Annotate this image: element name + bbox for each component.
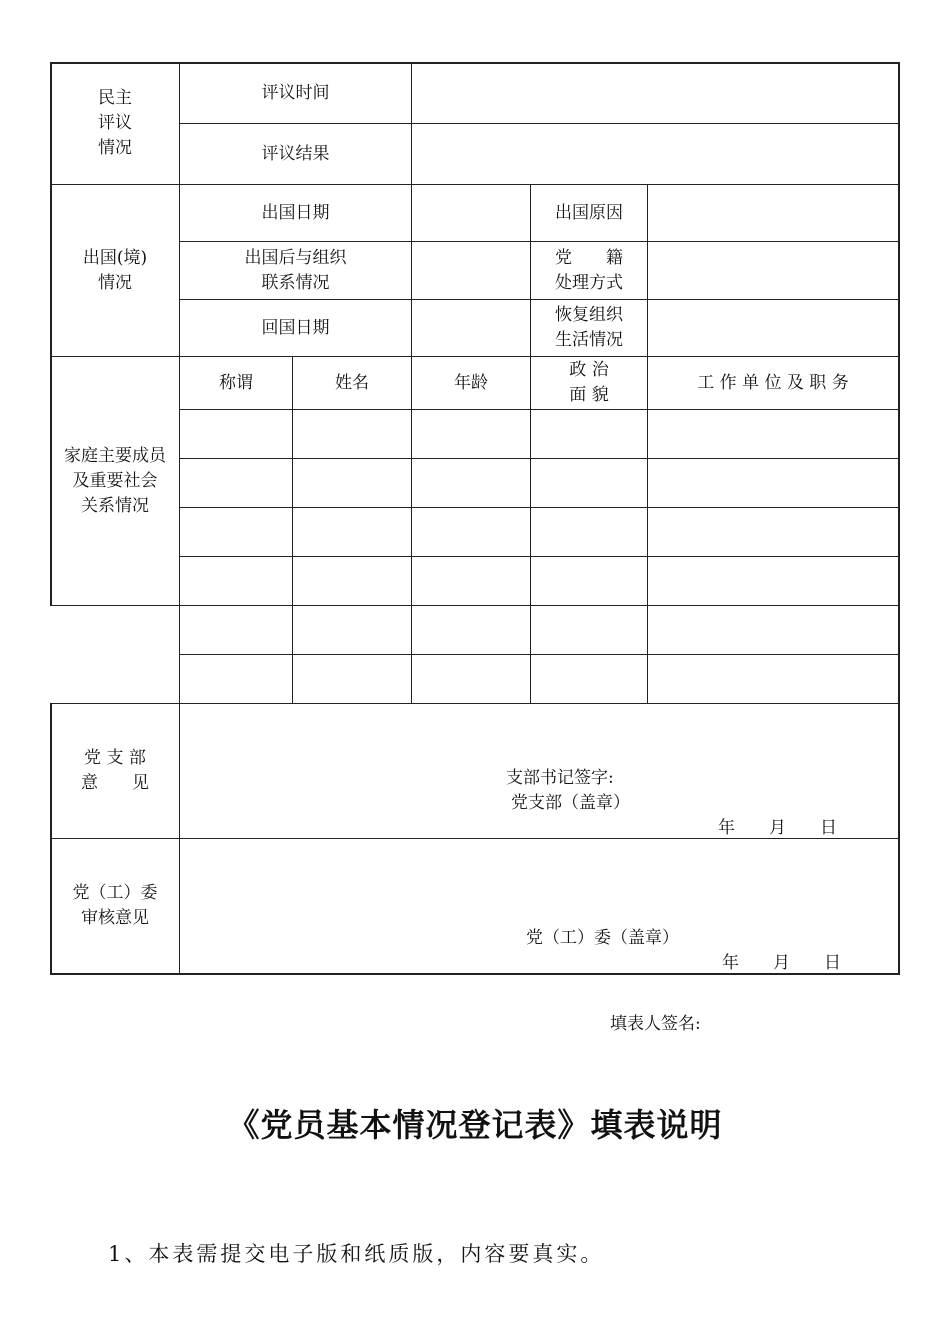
family-header-title: 称谓 bbox=[219, 372, 253, 393]
branch-seal: 党支部（盖章） bbox=[511, 793, 630, 813]
review-result-label: 评议结果 bbox=[261, 143, 330, 164]
abroad-return-field[interactable] bbox=[412, 300, 530, 356]
family-header-age: 年龄 bbox=[454, 372, 488, 393]
abroad-reason-field[interactable] bbox=[648, 185, 898, 241]
abroad-reason-label: 出国原因 bbox=[555, 202, 623, 223]
branch-section-label: 党 支 部 意 见 bbox=[81, 748, 149, 793]
abroad-date-out-field[interactable] bbox=[412, 185, 530, 241]
abroad-resume-field[interactable] bbox=[648, 300, 898, 356]
filler-signature-label: 填表人签名: bbox=[610, 1014, 701, 1034]
committee-section-label: 党（工）委 审核意见 bbox=[72, 883, 158, 928]
committee-date: 年 月 日 bbox=[722, 953, 841, 973]
abroad-membership-field[interactable] bbox=[648, 242, 898, 299]
abroad-date-out-label: 出国日期 bbox=[261, 202, 330, 223]
family-header-workplace: 工 作 单 位 及 职 务 bbox=[697, 372, 849, 393]
abroad-membership-label: 党 籍 处理方式 bbox=[555, 247, 623, 293]
abroad-resume-label: 恢复组织 生活情况 bbox=[555, 305, 623, 350]
abroad-return-label: 回国日期 bbox=[261, 317, 330, 338]
instruction-item: 1、本表需提交电子版和纸质版，内容要真实。 bbox=[108, 1242, 605, 1266]
family-header-name: 姓名 bbox=[335, 372, 369, 393]
family-header-political-status: 政 治 面 貌 bbox=[569, 360, 609, 405]
review-time-field[interactable] bbox=[412, 63, 898, 123]
family-section-label: 家庭主要成员 及重要社会 关系情况 bbox=[64, 445, 166, 516]
table-row[interactable] bbox=[180, 508, 898, 556]
branch-secretary-sign: 支部书记签字: bbox=[506, 768, 614, 788]
abroad-contact-field[interactable] bbox=[412, 242, 530, 299]
review-section-label: 民主 评议 情况 bbox=[98, 88, 132, 158]
abroad-contact-label: 出国后与组织 联系情况 bbox=[244, 247, 347, 293]
review-time-label: 评议时间 bbox=[261, 82, 330, 103]
committee-seal: 党（工）委（盖章） bbox=[526, 928, 679, 948]
instructions-title: 《党员基本情况登记表》填表说明 bbox=[227, 1106, 723, 1144]
table-row[interactable] bbox=[180, 606, 898, 654]
table-row[interactable] bbox=[180, 655, 898, 703]
table-row[interactable] bbox=[180, 410, 898, 458]
abroad-section-label: 出国(境) 情况 bbox=[82, 247, 148, 293]
table-row[interactable] bbox=[180, 459, 898, 507]
review-result-field[interactable] bbox=[412, 124, 898, 184]
branch-date: 年 月 日 bbox=[718, 818, 837, 838]
table-right-border bbox=[898, 62, 900, 975]
table-row[interactable] bbox=[180, 557, 898, 605]
